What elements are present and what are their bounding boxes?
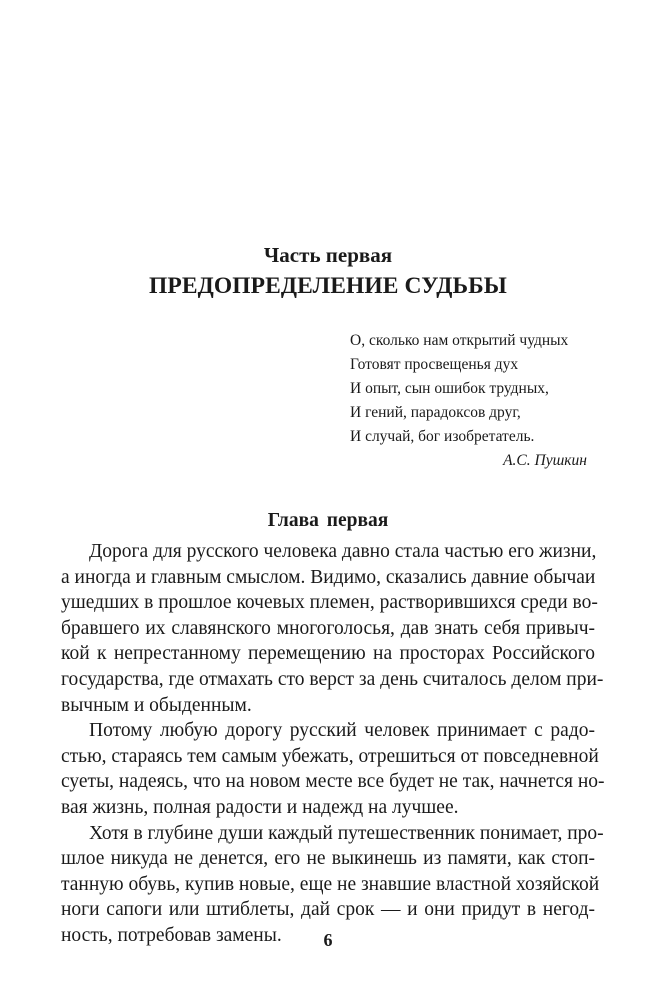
text-line: танную обувь, купив новые, еще не знавшие властной хозяйской [61, 873, 600, 895]
epigraph-line: И гений, парадоксов друг, [350, 404, 521, 421]
part-name-heading: ПРЕДОПРЕДЕЛЕНИЕ СУДЬБЫ [149, 273, 507, 299]
text-line: бравшего их славянского многоголосья, дав знать себя привыч- [61, 617, 595, 639]
text-line: а иногда и главным смыслом. Видимо, сказались давние обычаи [61, 566, 596, 588]
text-line: вычным и обыденным. [61, 694, 252, 716]
text-line: шлое никуда не денется, его не выкинешь из памяти, как стоп- [61, 848, 595, 870]
text-line: ушедших в прошлое кочевых племен, растворившихся среди во- [61, 592, 598, 614]
part-title: Часть первая [263, 243, 393, 267]
text-line: Потому любую дорогу русский человек принимает с радо- [89, 720, 595, 742]
epigraph-author: А.С. Пушкин [503, 452, 587, 469]
text-line: государства, где отмахать сто верст за день считалось делом при- [61, 668, 604, 690]
text-line: вая жизнь, полная радости и надежд на лучшее. [61, 796, 459, 818]
text-line: Дорога для русского человека давно стала частью его жизни, [89, 541, 597, 562]
text-line: Хотя в глубине души каждый путешественник понимает, про- [89, 822, 604, 844]
epigraph-line: Готовят просвещенья дух [350, 356, 519, 373]
text-line: стью, стараясь тем самым убежать, отрешиться от повседневной [61, 745, 599, 767]
text-line: ность, потребовав замены. [61, 924, 282, 946]
page-number: 6 [323, 930, 333, 950]
epigraph-line: И случай, бог изобретатель. [350, 428, 535, 445]
chapter-title: Глава первая [267, 510, 389, 531]
paragraph [61, 539, 604, 718]
epigraph-line: О, сколько нам открытий чудных [350, 332, 569, 349]
epigraph-line: И опыт, сын ошибок трудных, [350, 380, 549, 397]
paragraph [61, 718, 605, 820]
text-line: суеты, надеясь, что на новом месте все будет не так, начнется но- [61, 771, 605, 793]
body-text [61, 539, 605, 949]
text-line: ноги сапоги или штиблеты, дай срок — и они придут в негод- [61, 899, 595, 921]
text-line: кой к непрестанному перемещению на просторах Российского [61, 643, 595, 665]
epigraph [350, 329, 600, 473]
